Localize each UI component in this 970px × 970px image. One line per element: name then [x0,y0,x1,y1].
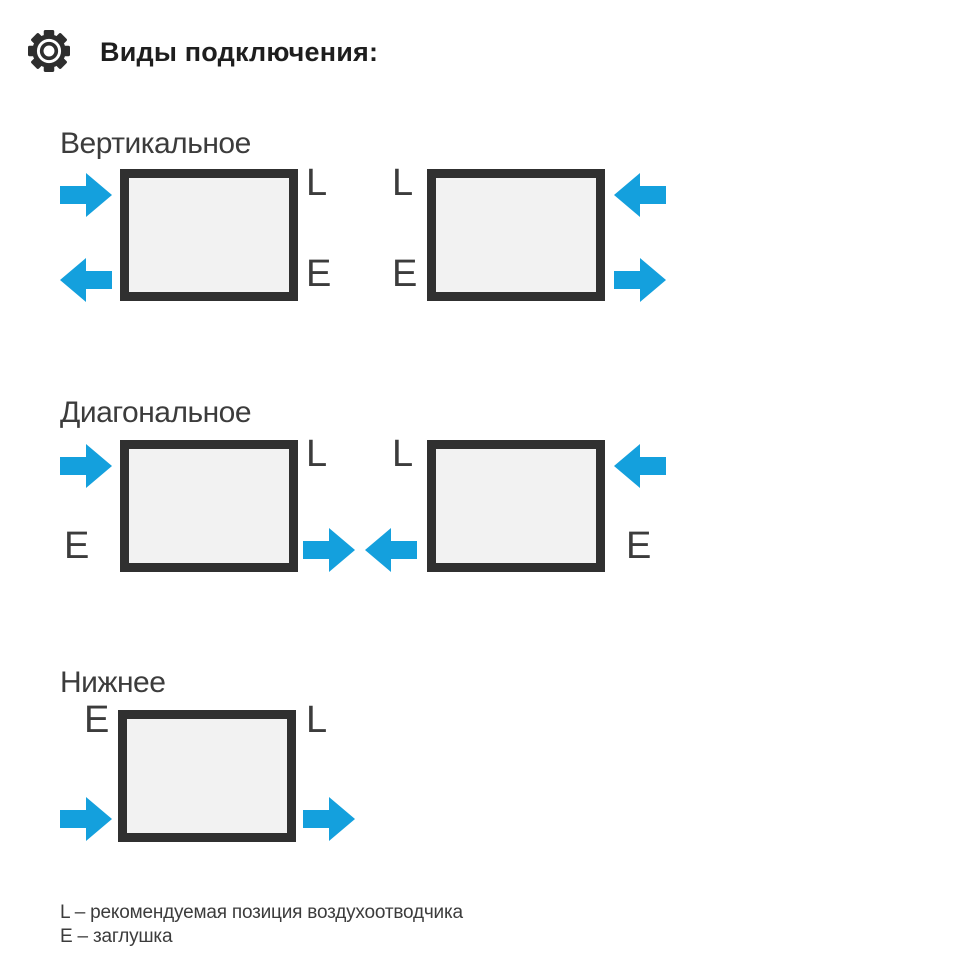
inlet-arrow-right-icon [60,797,112,841]
inlet-arrow-right-icon [60,173,112,217]
radiator-body [427,440,605,572]
section-title-bottom: Нижнее [60,666,166,699]
gear-icon [28,30,70,72]
plug-label: E [64,525,89,567]
legend-line-plug: E – заглушка [60,926,173,947]
section-title-vertical: Вертикальное [60,127,251,160]
plug-label: E [626,525,651,567]
inlet-arrow-left-icon [614,444,666,488]
section-title-diagonal: Диагональное [60,396,252,429]
inlet-arrow-right-icon [60,444,112,488]
outlet-arrow-right-icon [303,528,355,572]
air-vent-label: L [306,162,327,204]
air-vent-label: L [392,162,413,204]
air-vent-label: L [392,433,413,475]
radiator-body [120,440,298,572]
radiator-body [427,169,605,301]
outlet-arrow-right-icon [303,797,355,841]
outlet-arrow-left-icon [365,528,417,572]
radiator-body [120,169,298,301]
air-vent-label: L [306,699,327,741]
plug-label: E [306,253,331,295]
outlet-arrow-left-icon [60,258,112,302]
air-vent-label: L [306,433,327,475]
legend-line-air-vent: L – рекомендуемая позиция воздухоотводчика [60,902,463,923]
plug-label: E [392,253,417,295]
radiator-body [118,710,296,842]
page-title: Виды подключения: [100,37,379,67]
legend [60,901,463,949]
inlet-arrow-left-icon [614,173,666,217]
outlet-arrow-right-icon [614,258,666,302]
plug-label: E [84,699,109,741]
